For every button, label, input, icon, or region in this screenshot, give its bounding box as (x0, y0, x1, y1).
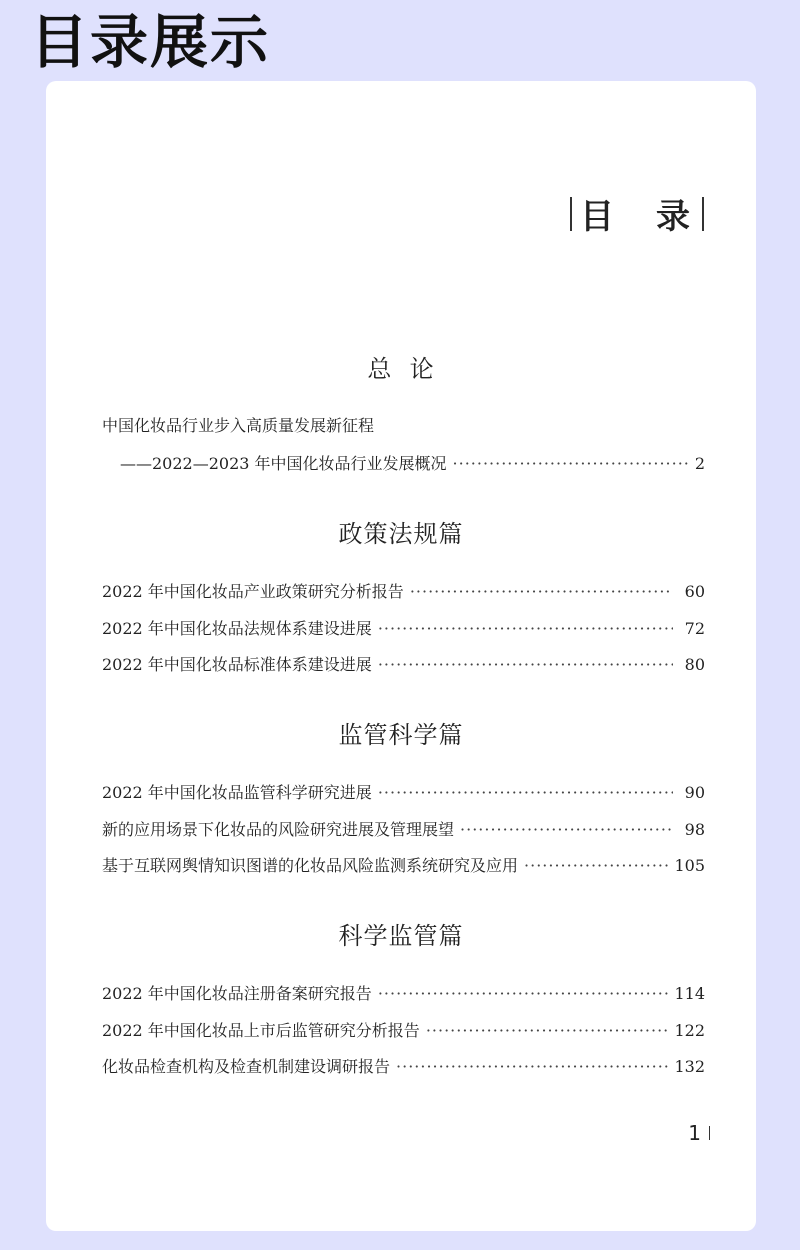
section-title-scientific-regulation: 科学监管篇 (338, 922, 464, 950)
section-title-regulatory-science: 监管科学篇 (338, 721, 464, 749)
toc-entry-title: 2022 年中国化妆品产业政策研究分析报告 (102, 582, 404, 601)
toc-entry-page: 98 (684, 820, 705, 839)
heading-left-rule (570, 197, 572, 231)
toc-entry-title: 2022 年中国化妆品注册备案研究报告 (102, 984, 372, 1003)
toc-entry-scireg-1[interactable] (102, 983, 705, 1005)
toc-entry-policy-2[interactable] (102, 618, 705, 640)
toc-entry-page: 90 (684, 783, 705, 802)
leader-dots (378, 782, 673, 804)
toc-entry-page: 80 (684, 655, 705, 674)
page-number-text: 1 (688, 1121, 701, 1145)
leader-dots (426, 1020, 669, 1042)
leader-dots (460, 819, 673, 841)
toc-entry-regsci-1[interactable] (102, 782, 705, 804)
section-title-policy: 政策法规篇 (338, 520, 464, 548)
section-title-general: 总 论 (367, 355, 435, 383)
heading-right-rule (702, 197, 704, 231)
toc-entry-title: 2022 年中国化妆品标准体系建设进展 (102, 655, 372, 674)
toc-entry-regsci-3[interactable] (102, 855, 705, 877)
toc-entry-scireg-2[interactable] (102, 1020, 705, 1042)
toc-entry-title: 2022 年中国化妆品法规体系建设进展 (102, 619, 372, 638)
toc-page (46, 81, 756, 1231)
toc-entry-title: ——2022—2023 年中国化妆品行业发展概况 (120, 454, 447, 473)
toc-entry-title: 基于互联网舆情知识图谱的化妆品风险监测系统研究及应用 (102, 856, 519, 875)
toc-heading-char-1: 目 (580, 197, 614, 237)
toc-entry-general-line1: 中国化妆品行业步入高质量发展新征程 (102, 416, 375, 435)
toc-entry-page: 72 (684, 619, 705, 638)
toc-entry-title: 新的应用场景下化妆品的风险研究进展及管理展望 (102, 820, 455, 839)
leader-dots (378, 618, 673, 640)
banner-title: 目录展示 (30, 8, 271, 76)
toc-heading (570, 189, 704, 238)
toc-entry-page: 132 (674, 1057, 705, 1076)
leader-dots (410, 581, 673, 603)
toc-entry-page: 122 (674, 1021, 705, 1040)
toc-entry-page: 114 (674, 984, 705, 1003)
leader-dots (378, 654, 673, 676)
leader-dots (524, 855, 668, 877)
toc-entry-title: 化妆品检查机构及检查机制建设调研报告 (102, 1057, 391, 1076)
leader-dots (378, 983, 669, 1005)
toc-heading-char-2: 录 (656, 197, 690, 237)
toc-entry-regsci-2[interactable] (102, 819, 705, 841)
page-number (688, 1121, 710, 1145)
toc-entry-policy-3[interactable] (102, 654, 705, 676)
toc-entry-general[interactable] (120, 453, 705, 475)
page-number-rule (709, 1126, 710, 1140)
leader-dots (396, 1056, 668, 1078)
leader-dots (453, 453, 689, 475)
toc-entry-page: 2 (694, 454, 705, 473)
toc-entry-page: 105 (674, 856, 705, 875)
toc-entry-page: 60 (684, 582, 705, 601)
toc-entry-title: 2022 年中国化妆品监管科学研究进展 (102, 783, 372, 802)
toc-entry-title: 2022 年中国化妆品上市后监管研究分析报告 (102, 1021, 420, 1040)
toc-entry-scireg-3[interactable] (102, 1056, 705, 1078)
toc-entry-policy-1[interactable] (102, 581, 705, 603)
